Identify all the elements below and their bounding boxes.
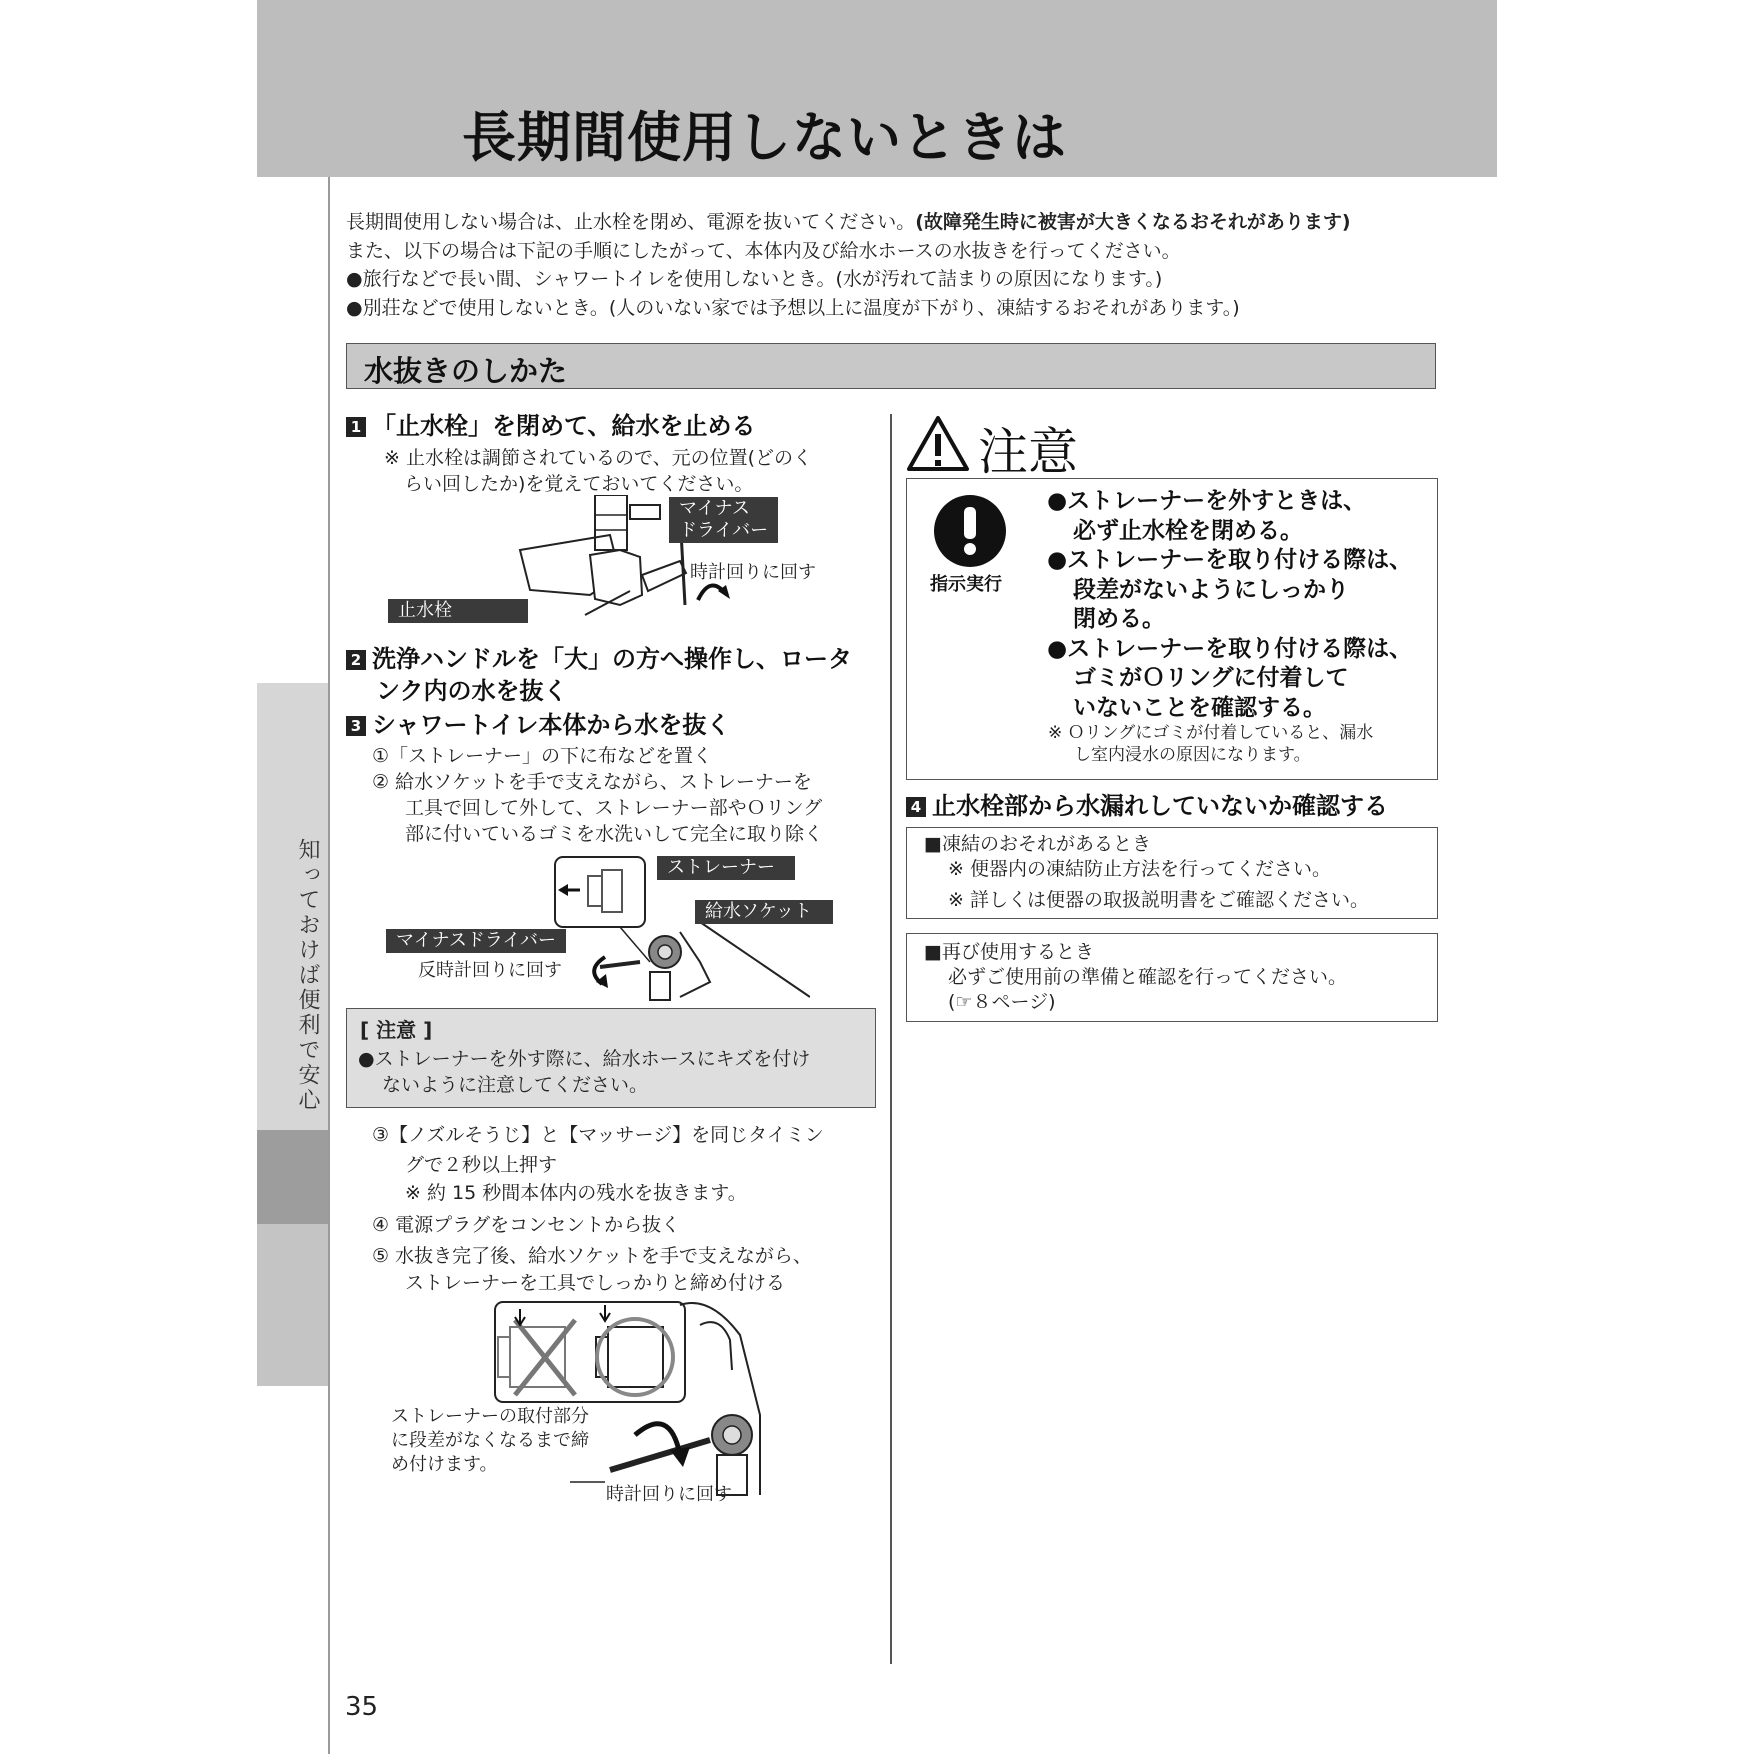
warning-note-line-2: し室内浸水の原因になります。 bbox=[1074, 745, 1311, 765]
frost-info-heading: ■凍結のおそれがあるとき bbox=[924, 833, 1151, 855]
step-1-number: 1 bbox=[346, 417, 366, 437]
warning-item-1-line-2: 必ず止水栓を閉める。 bbox=[1073, 518, 1303, 544]
warning-note-line-1: ※ Ｏリングにゴミが付着していると、漏水 bbox=[1048, 723, 1374, 743]
warning-triangle-icon bbox=[906, 414, 970, 472]
side-tab-marker bbox=[257, 1130, 328, 1224]
step-4-title-text: 止水栓部から水漏れしていないか確認する bbox=[932, 792, 1388, 820]
step-2-title-line-2: ンク内の水を抜く bbox=[376, 677, 568, 705]
warning-item-2-line-1: ●ストレーナーを取り付ける際は、 bbox=[1047, 547, 1413, 573]
intro-line-1-normal: 長期間使用しない場合は、止水栓を閉め、電源を抜いてください。 bbox=[346, 211, 916, 233]
mandatory-action-label: 指示実行 bbox=[930, 574, 1002, 595]
fig1-label-driver-line-2: ドライバー bbox=[679, 520, 769, 541]
left-margin-rule bbox=[328, 177, 330, 1754]
page-number: 35 bbox=[345, 1692, 379, 1722]
step-3-number: 3 bbox=[346, 716, 366, 736]
fig3-label-clockwise: 時計回りに回す bbox=[606, 1484, 732, 1505]
mandatory-action-icon bbox=[932, 493, 1008, 569]
step-3-sub-2-line-2: 工具で回して外して、ストレーナー部やＯリング bbox=[405, 797, 823, 819]
reuse-info-line-1: 必ずご使用前の準備と確認を行ってください。 bbox=[948, 966, 1348, 988]
intro-text bbox=[346, 208, 1351, 322]
fig1-label-driver bbox=[669, 497, 778, 543]
frost-info-line-1: ※ 便器内の凍結防止方法を行ってください。 bbox=[948, 858, 1331, 880]
warning-item-3-line-2: ゴミがＯリングに付着して bbox=[1073, 665, 1349, 691]
warning-item-2-line-2: 段差がないようにしっかり bbox=[1073, 577, 1349, 603]
warning-item-3-line-1: ●ストレーナーを取り付ける際は、 bbox=[1047, 636, 1413, 662]
warning-item-3-line-3: いないことを確認する。 bbox=[1073, 695, 1326, 721]
step-2-number: 2 bbox=[346, 650, 366, 670]
caution-title: [ 注意 ] bbox=[360, 1018, 433, 1042]
reuse-info-line-2: (☞８ページ) bbox=[948, 991, 1056, 1013]
step-3-sub-3-line-2: グで２秒以上押す bbox=[405, 1154, 558, 1176]
step-3-title-text: シャワートイレ本体から水を抜く bbox=[372, 711, 731, 739]
fig3-note-line-3: め付けます。 bbox=[391, 1454, 498, 1475]
column-divider bbox=[890, 414, 892, 1664]
step-3-sub-5-line-2: ストレーナーを工具でしっかりと締め付ける bbox=[405, 1272, 786, 1294]
step-1-note-2: らい回したか)を覚えておいてください。 bbox=[404, 473, 754, 495]
step-2-title-line-1: 洗浄ハンドルを「大」の方へ操作し、ロータ bbox=[372, 645, 852, 673]
caution-line-1: ●ストレーナーを外す際に、給水ホースにキズを付け bbox=[358, 1048, 811, 1070]
warning-item-1-line-1: ●ストレーナーを外すときは、 bbox=[1047, 488, 1367, 514]
caution-line-2: ないように注意してください。 bbox=[382, 1074, 649, 1096]
fig2-label-socket: 給水ソケット bbox=[695, 900, 833, 924]
fig2-label-driver: マイナスドライバー bbox=[386, 929, 566, 953]
intro-line-1 bbox=[346, 208, 1351, 237]
side-tab-label: 知っておけば便利で安心 bbox=[295, 838, 320, 1113]
warning-title: 注意 bbox=[978, 423, 1078, 481]
step-1-title-text: 「止水栓」を閉めて、給水を止める bbox=[372, 412, 756, 440]
intro-line-2: また、以下の場合は下記の手順にしたがって、本体内及び給水ホースの水抜きを行ってください。 bbox=[346, 239, 1181, 262]
step-3-sub-2-line-1: ② 給水ソケットを手で支えながら、ストレーナーを bbox=[372, 771, 812, 793]
intro-bullet-1: ●旅行などで長い間、シャワートイレを使用しないとき。(水が汚れて詰まりの原因になります。) bbox=[346, 268, 1163, 290]
fig2-label-ccw: 反時計回りに回す bbox=[418, 960, 562, 981]
intro-line-1-bold: (故障発生時に被害が大きくなるおそれがあります) bbox=[915, 211, 1351, 233]
fig3-note-line-2: に段差がなくなるまで締 bbox=[391, 1430, 589, 1451]
fig3-note-line-1: ストレーナーの取付部分 bbox=[391, 1406, 589, 1427]
step-2-title bbox=[346, 642, 852, 676]
step-3-sub-5-line-1: ⑤ 水抜き完了後、給水ソケットを手で支えながら、 bbox=[372, 1245, 812, 1267]
step-3-sub-1: ①「ストレーナー」の下に布などを置く bbox=[372, 745, 713, 767]
step-1-title bbox=[346, 409, 756, 443]
step-3-sub-4: ④ 電源プラグをコンセントから抜く bbox=[372, 1214, 681, 1236]
step-4-title bbox=[906, 789, 1388, 823]
step-3-title bbox=[346, 708, 730, 742]
fig1-label-clockwise: 時計回りに回す bbox=[690, 562, 816, 583]
page-title: 長期間使用しないときは bbox=[462, 106, 1067, 169]
step-3-sub-3-note: ※ 約 15 秒間本体内の残水を抜きます。 bbox=[405, 1182, 747, 1204]
step-1-note-1: ※ 止水栓は調節されているので、元の位置(どのく bbox=[384, 447, 812, 469]
step-3-sub-3-line-1: ③【ノズルそうじ】と【マッサージ】を同じタイミン bbox=[372, 1124, 824, 1146]
step-4-number: 4 bbox=[906, 797, 926, 817]
section-title: 水抜きのしかた bbox=[364, 354, 568, 388]
warning-item-2-line-3: 閉める。 bbox=[1073, 606, 1165, 632]
frost-info-line-2: ※ 詳しくは便器の取扱説明書をご確認ください。 bbox=[948, 889, 1369, 911]
fig2-label-strainer: ストレーナー bbox=[657, 856, 795, 880]
intro-bullet-2: ●別荘などで使用しないとき。(人のいない家では予想以上に温度が下がり、凍結するおそれがあります。) bbox=[346, 296, 1240, 319]
reuse-info-heading: ■再び使用するとき bbox=[924, 941, 1094, 963]
fig1-label-valve: 止水栓 bbox=[388, 599, 528, 623]
step-3-sub-2-line-3: 部に付いているゴミを水洗いして完全に取り除く bbox=[405, 823, 824, 845]
fig1-label-driver-line-1: マイナス bbox=[679, 498, 750, 519]
